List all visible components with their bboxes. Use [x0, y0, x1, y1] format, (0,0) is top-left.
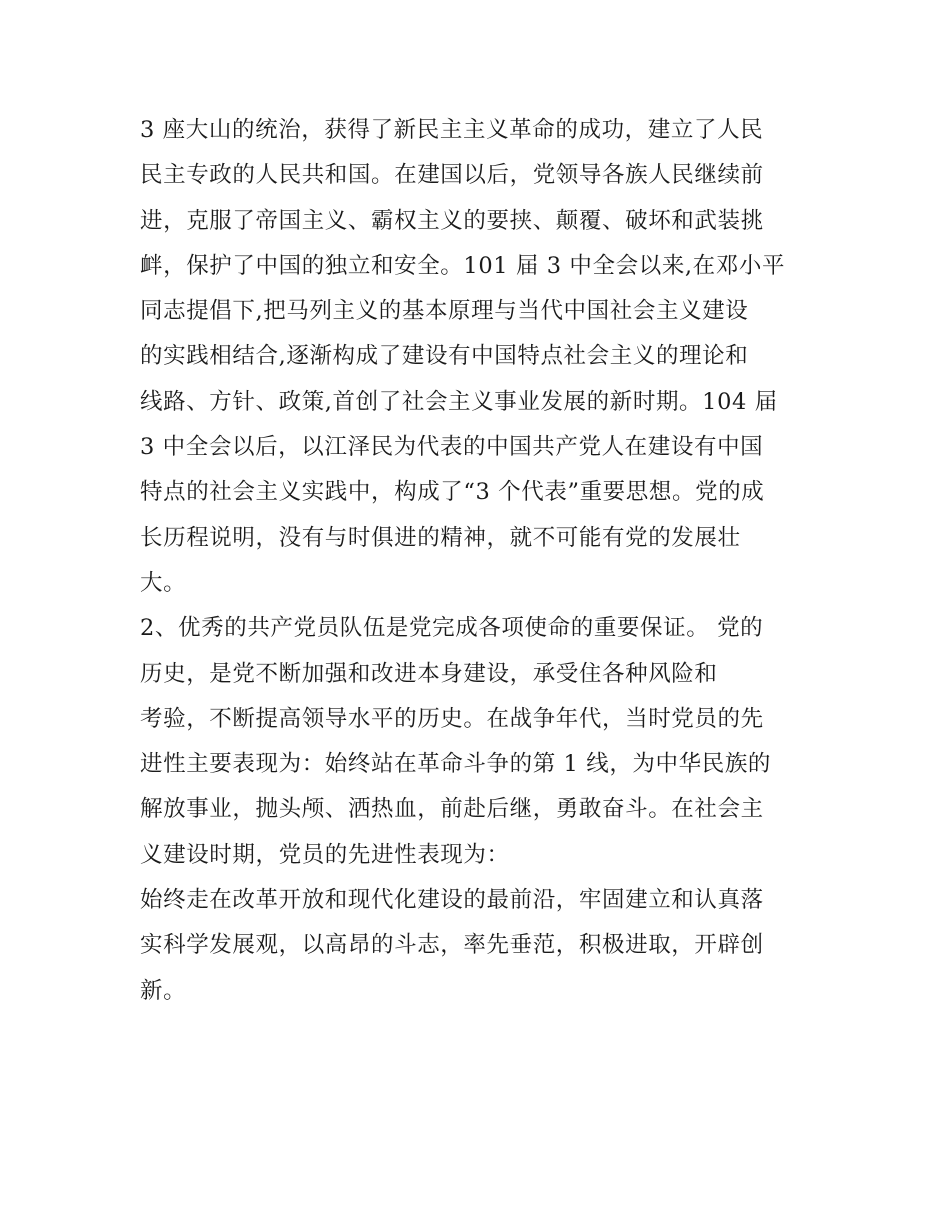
text-line: 民主专政的人民共和国。在建国以后，党领导各族人民继续前: [140, 162, 764, 189]
text-line: 考验，不断提高领导水平的历史。在战争年代，当时党员的先: [140, 705, 764, 732]
text-line: 新。: [140, 977, 187, 1004]
text-line: 进性主要表现为：始终站在革命斗争的第 1 线，为中华民族的: [140, 751, 772, 778]
text-line: 特点的社会主义实践中，构成了“3 个代表”重要思想。党的成: [140, 479, 765, 506]
text-line: 始终走在改革开放和现代化建设的最前沿，牢固建立和认真落: [140, 887, 764, 914]
text-line: 解放事业，抛头颅、洒热血，前赴后继，勇敢奋斗。在社会主: [140, 796, 764, 823]
text-line: 义建设时期，党员的先进性表现为：: [140, 841, 510, 868]
text-line: 衅，保护了中国的独立和安全。101 届 3 中全会以来,在邓小平: [140, 252, 786, 279]
text-line: 的实践相结合,逐渐构成了建设有中国特点社会主义的理论和: [140, 343, 749, 370]
text-line: 实科学发展观，以高昂的斗志，率先垂范，积极进取，开辟创: [140, 932, 764, 959]
text-line: 3 座大山的统治，获得了新民主主义革命的成功，建立了人民: [140, 117, 764, 143]
text-line: 线路、方针、政策,首创了社会主义事业发展的新时期。104 届: [140, 388, 778, 415]
text-line: 2、优秀的共产党员队伍是党完成各项使命的重要保证。 党的: [140, 615, 764, 642]
text-line: 长历程说明，没有与时俱进的精神，就不可能有党的发展壮: [140, 524, 741, 551]
text-line: 同志提倡下,把马列主义的基本原理与当代中国社会主义建设: [140, 298, 749, 325]
text-line: 进，克服了帝国主义、霸权主义的要挟、颠覆、破坏和武装挑: [140, 207, 764, 234]
body-text: [140, 108, 820, 1014]
text-line: 历史，是党不断加强和改进本身建设，承受住各种风险和: [140, 660, 718, 687]
text-line: 3 中全会以后，以江泽民为代表的中国共产党人在建设有中国: [140, 434, 764, 461]
text-line: 大。: [140, 569, 187, 596]
